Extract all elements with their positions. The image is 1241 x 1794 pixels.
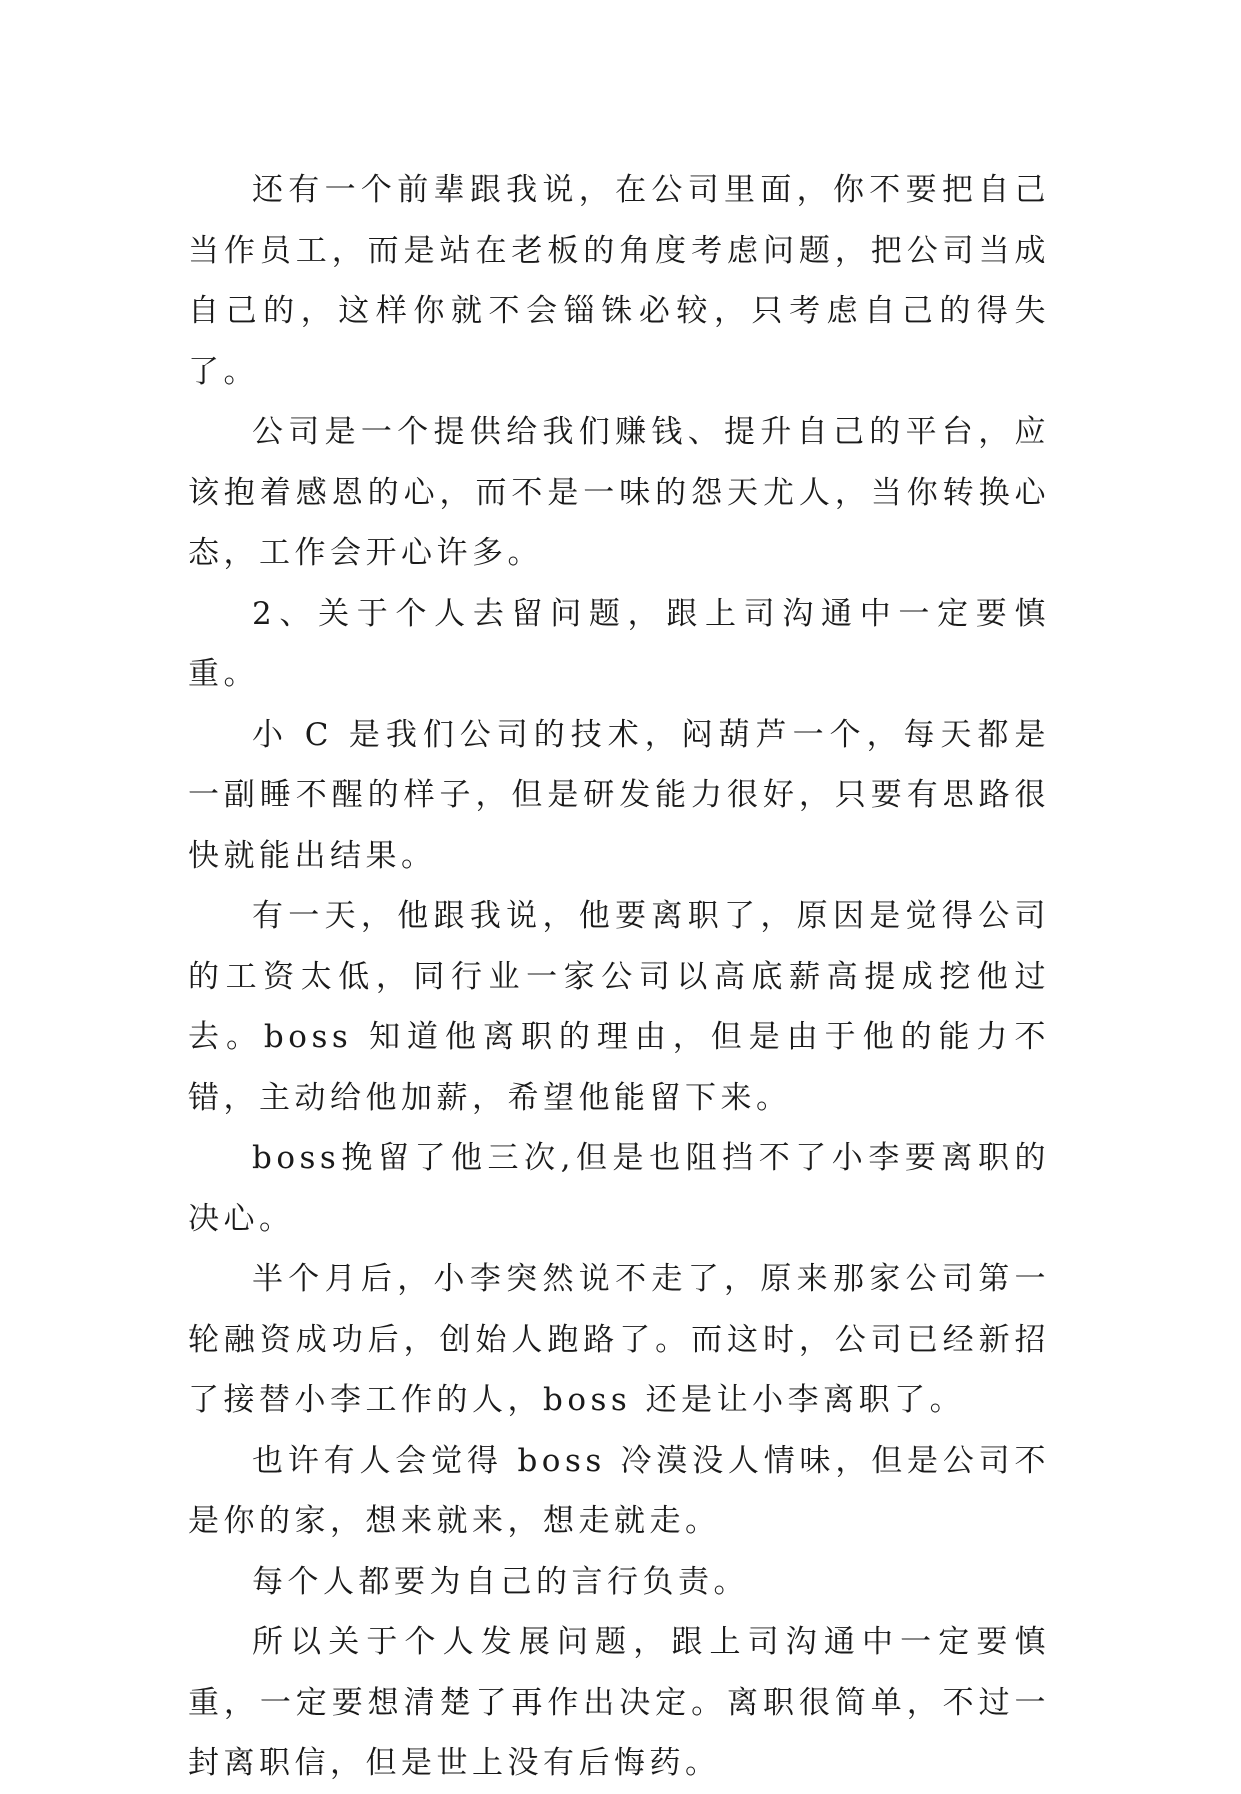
paragraph-2: 公司是一个提供给我们赚钱、提升自己的平台，应该抱着感恩的心，而不是一味的怨天尤人，当你转换心态，工作会开心许多。 (188, 414, 1050, 571)
paragraph-1: 还有一个前辈跟我说，在公司里面，你不要把自己当作员工，而是站在老板的角度考虑问题，把公司当成自己的，这样你就不会锱铢必较，只考虑自己的得失了。 (188, 172, 1050, 390)
paragraph-9: 每个人都要为自己的言行负责。 (252, 1563, 749, 1600)
paragraph-7: 半个月后，小李突然说不走了，原来那家公司第一轮融资成功后，创始人跑路了。而这时，公司已经新招了接替小李工作的人，boss 还是让小李离职了。 (188, 1261, 1050, 1418)
paragraph-8: 也许有人会觉得 boss 冷漠没人情味，但是公司不是你的家，想来就来，想走就走。 (188, 1442, 1050, 1539)
paragraph-10: 所以关于个人发展问题，跟上司沟通中一定要慎重，一定要想清楚了再作出决定。离职很简单，不过一封离职信，但是世上没有后悔药。 (188, 1624, 1050, 1781)
paragraph-3: 2、关于个人去留问题，跟上司沟通中一定要慎重。 (188, 595, 1050, 692)
paragraph-4: 小 C 是我们公司的技术，闷葫芦一个，每天都是一副睡不醒的样子，但是研发能力很好，只要有思路很快就能出结果。 (188, 716, 1050, 874)
paragraph-6: boss挽留了他三次,但是也阻挡不了小李要离职的决心。 (188, 1140, 1050, 1237)
paragraph-5: 有一天，他跟我说，他要离职了，原因是觉得公司的工资太低，同行业一家公司以高底薪高提成挖他过去。boss 知道他离职的理由，但是由于他的能力不错，主动给他加薪，希望他能留下来。 (188, 898, 1050, 1116)
document-body (188, 160, 1050, 1794)
